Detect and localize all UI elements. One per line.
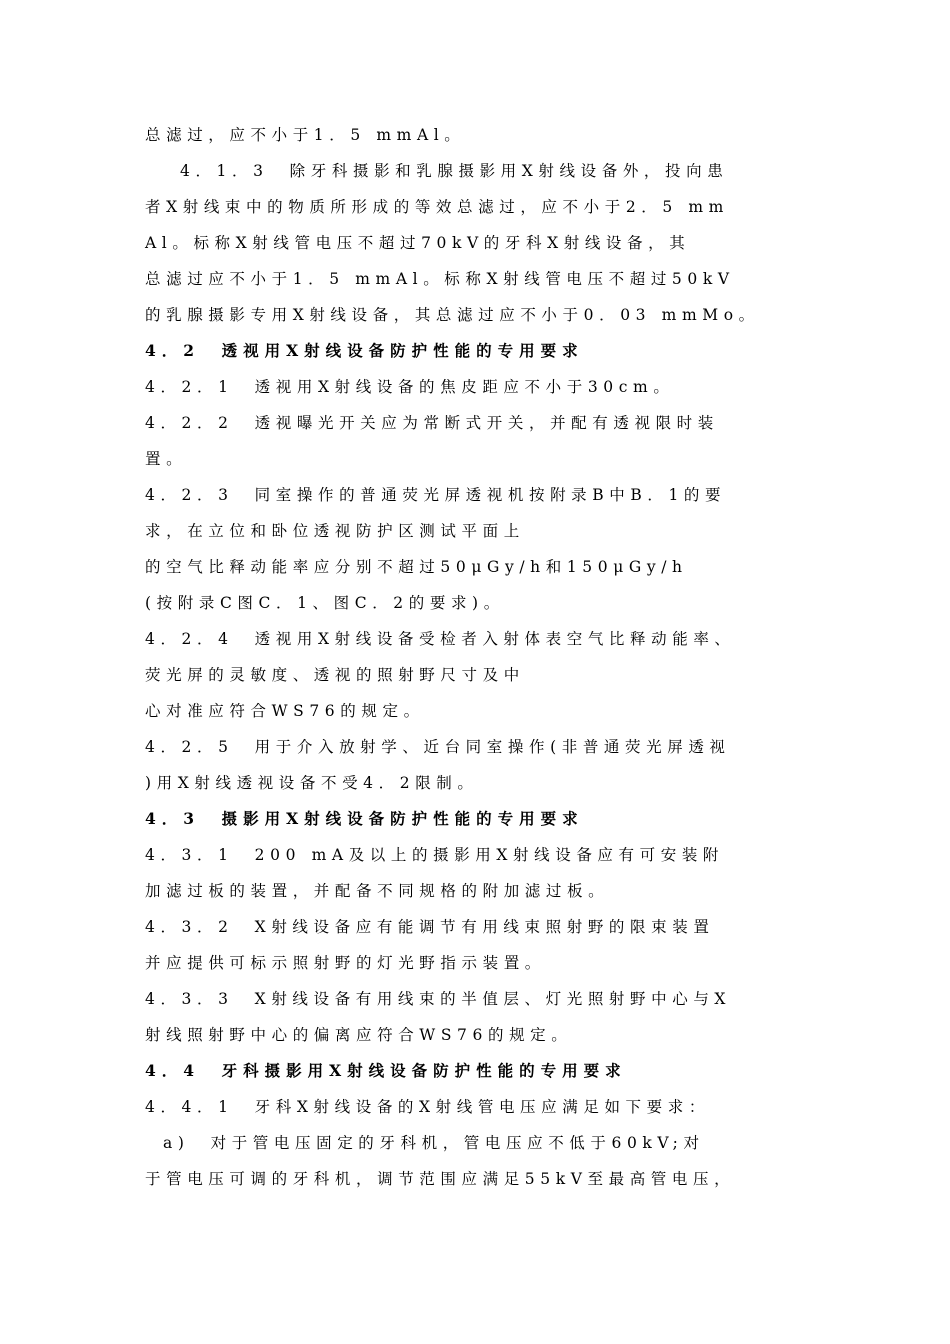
text-line: 心对准应符合WS76的规定。 <box>145 702 425 720</box>
text-line: 并应提供可标示照射野的灯光野指示装置。 <box>145 954 546 972</box>
clause-4-2-1: 4．2．1 透视用X射线设备的焦皮距应不小于30cm。 <box>145 378 675 396</box>
text-line: (按附录C图C．1、图C．2的要求)。 <box>145 594 505 612</box>
section-heading-4-2: 4．2 透视用X射线设备防护性能的专用要求 <box>145 341 584 360</box>
clause-4-3-2: 4．3．2 X射线设备应有能调节有用线束照射野的限束装置 <box>145 918 715 936</box>
list-item-a: a) 对于管电压固定的牙科机，管电压应不低于60kV;对 <box>163 1134 705 1152</box>
text-line: 于管电压可调的牙科机，调节范围应满足55kV至最高管电压， <box>145 1170 736 1188</box>
text-line: 总滤过应不小于1．5 mmAl。标称X射线管电压不超过50kV <box>145 270 735 288</box>
clause-4-3-3: 4．3．3 X射线设备有用线束的半值层、灯光照射野中心与X <box>145 990 732 1008</box>
text-line: 射线照射野中心的偏离应符合WS76的规定。 <box>145 1026 573 1044</box>
text-line: 置。 <box>145 450 188 468</box>
text-line: 求，在立位和卧位透视防护区测试平面上 <box>145 522 525 540</box>
text-line: 的空气比释动能率应分别不超过50μGy/h和150μGy/h <box>145 558 688 576</box>
text-line: )用X射线透视设备不受4．2限制。 <box>145 774 479 792</box>
text-line: 者X射线束中的物质所形成的等效总滤过，应不小于2．5 mm <box>145 198 729 216</box>
clause-4-4-1: 4．4．1 牙科X射线设备的X射线管电压应满足如下要求： <box>145 1098 710 1116</box>
text-line: 荧光屏的灵敏度、透视的照射野尺寸及中 <box>145 666 525 684</box>
clause-4-3-1: 4．3．1 200 mA及以上的摄影用X射线设备应有可安装附 <box>145 846 725 864</box>
section-heading-4-3: 4．3 摄影用X射线设备防护性能的专用要求 <box>145 809 584 828</box>
section-heading-4-4: 4．4 牙科摄影用X射线设备防护性能的专用要求 <box>145 1061 627 1080</box>
text-line: Al。标称X射线管电压不超过70kV的牙科X射线设备，其 <box>145 234 691 252</box>
clause-4-2-5: 4．2．5 用于介入放射学、近台同室操作(非普通荧光屏透视 <box>145 738 731 756</box>
text-line: 的乳腺摄影专用X射线设备，其总滤过应不小于0．03 mmMo。 <box>145 306 760 324</box>
text-line: 总滤过，应不小于1．5 mmAl。 <box>145 126 466 144</box>
clause-4-1-3: 4．1．3 除牙科摄影和乳腺摄影用X射线设备外，投向患 <box>180 162 729 180</box>
clause-4-2-3: 4．2．3 同室操作的普通荧光屏透视机按附录B中B．1的要 <box>145 486 727 504</box>
clause-4-2-2: 4．2．2 透视曝光开关应为常断式开关，并配有透视限时装 <box>145 414 719 432</box>
text-line: 加滤过板的装置，并配备不同规格的附加滤过板。 <box>145 882 610 900</box>
clause-4-2-4: 4．2．4 透视用X射线设备受检者入射体表空气比释动能率、 <box>145 630 736 648</box>
